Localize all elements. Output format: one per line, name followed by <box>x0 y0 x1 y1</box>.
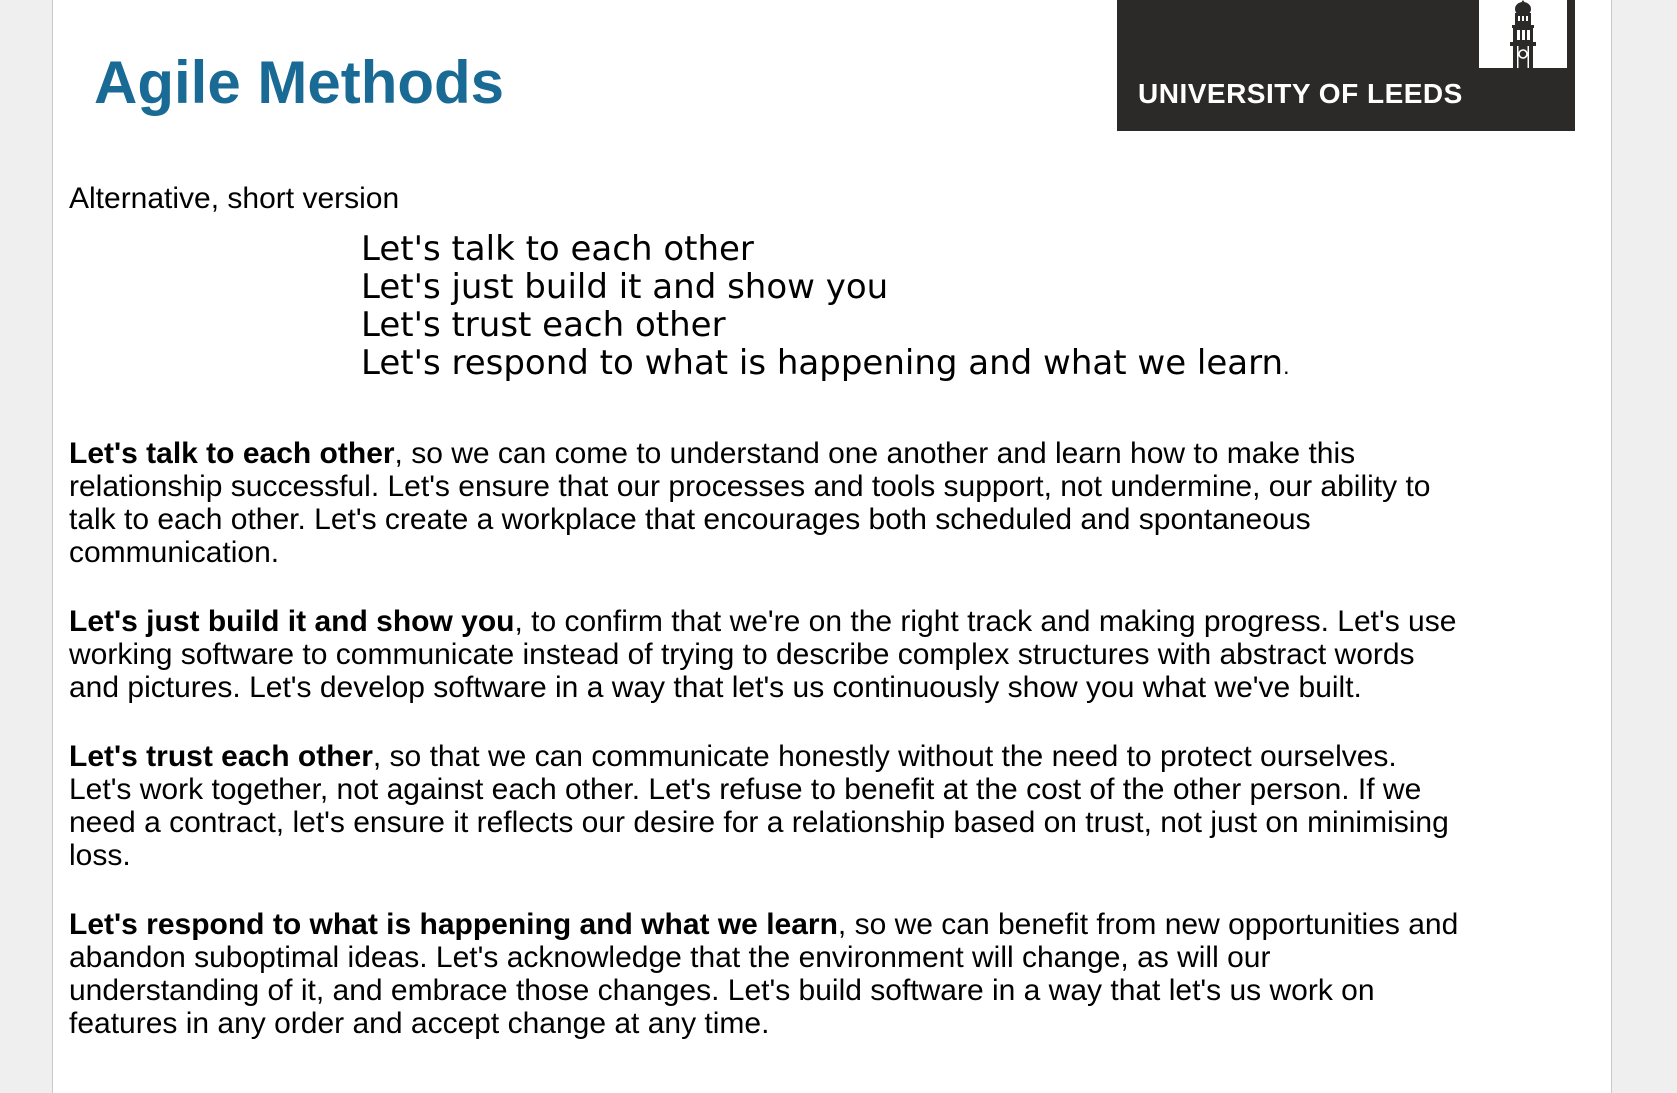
short-manifesto-block <box>361 230 1289 385</box>
manifesto-line: Let's trust each other <box>361 305 726 345</box>
manifesto-line: Let's respond to what is happening and what we learn. <box>361 343 1290 383</box>
paragraph-body: , to confirm that we're on the right track and making progress. Let's use working software to communicate instead of trying to describe complex structures with abstract words and pictures. Let's develop software in a way that let's us continuously show you what we've built. <box>69 605 1457 704</box>
manifesto-line: Let's just build it and show you <box>361 267 889 307</box>
paragraph-talk <box>69 437 1467 569</box>
paragraph-respond <box>69 908 1467 1040</box>
trailing-period: . <box>1283 353 1290 379</box>
paragraph-lead: Let's just build it and show you <box>69 605 515 638</box>
paragraph-build <box>69 605 1467 704</box>
university-of-leeds-logo <box>1117 0 1575 131</box>
paragraph-lead: Let's trust each other <box>69 740 373 773</box>
paragraph-body: , so that we can communicate honestly without the need to protect ourselves. Let's work together, not against each other. Let's refuse to benefit at the cost of the other person. If we need a contract, let's ensure it reflects our desire for a relationship based on trust, not just on minimising loss. <box>69 740 1449 872</box>
manifesto-line: Let's talk to each other <box>361 229 754 269</box>
manifesto-explanations <box>69 437 1467 1076</box>
paragraph-lead: Let's talk to each other <box>69 437 395 470</box>
logo-wordmark: UNIVERSITY OF LEEDS <box>1138 78 1463 109</box>
paragraph-body: , so we can come to understand one another and learn how to make this relationship successful. Let's ensure that our processes and tools support, not undermine, our ability to talk to each other. Let's create a workplace that encourages both scheduled and spontaneous communication. <box>69 437 1431 569</box>
paragraph-trust <box>69 740 1467 872</box>
slide-page <box>52 0 1612 1093</box>
slide-subtitle: Alternative, short version <box>69 182 400 215</box>
paragraph-lead: Let's respond to what is happening and what we learn <box>69 908 838 941</box>
slide-title: Agile Methods <box>94 49 505 116</box>
paragraph-body: , so we can benefit from new opportunities and abandon suboptimal ideas. Let's acknowledge that the environment will change, as will our understanding of it, and embrace those changes. Let's build software in a way that let's us work on features in any order and accept change at any time. <box>69 908 1459 1040</box>
leeds-clock-tower-icon <box>1479 0 1567 68</box>
